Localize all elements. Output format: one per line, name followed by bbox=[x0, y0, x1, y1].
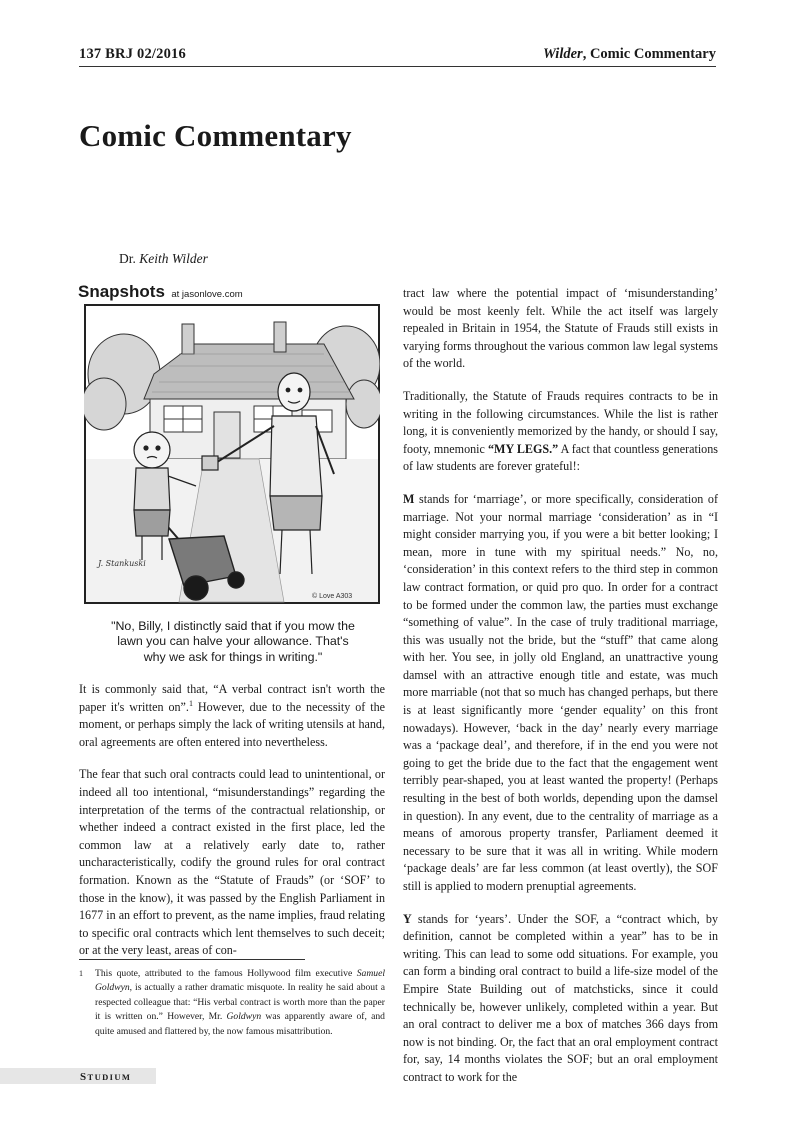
comic-copyright: © Love A303 bbox=[312, 593, 353, 600]
article-title: Comic Commentary bbox=[79, 118, 352, 153]
caption-line-2: lawn you can halve your allowance. That's bbox=[117, 634, 349, 649]
caption-line-1: "No, Billy, I distinctly said that if you mow the bbox=[111, 619, 355, 633]
footnote-name-goldwyn: Samuel Goldwyn bbox=[95, 968, 385, 994]
footer-bar bbox=[0, 1068, 156, 1084]
footnote-rule bbox=[79, 959, 305, 960]
footnote-ref[interactable]: 1 bbox=[188, 698, 193, 708]
author-line bbox=[119, 251, 208, 267]
paragraph-marriage bbox=[403, 491, 718, 896]
footnote-name-goldwyn-short: Goldwyn bbox=[226, 1011, 262, 1023]
author-name: Keith Wilder bbox=[139, 251, 208, 266]
footer-label: STUDIUM bbox=[80, 1071, 132, 1083]
comic-caption bbox=[78, 619, 388, 665]
traditionally-text: Traditionally, the Statute of Frauds requires contracts to be in writing in the following circumstances. While the list is rather long, it is conveniently memorized by the handy, or should I say, footy, mnemonic bbox=[403, 388, 718, 456]
comic-brand: Snapshots bbox=[78, 282, 165, 301]
comic-site: at jasonlove.com bbox=[171, 289, 243, 300]
mnemonic: “MY LEGS.” bbox=[487, 441, 559, 456]
marriage-text: stands for ‘marriage’, or more specifically, consideration of marriage. Not your normal marriage ‘consideration’ as in “I might consider marrying you, if you were a bit better looking; I mean, more in tune with my spiritual needs.” No, no, ‘consideration’ in this context refers to the third step in common law contract formation, or quid pro quo. In order for a contract to be formed under the common law, the parties must exchange “something of value”. In the case of truly traditional marriage, this was usually not the bride, but the “stuff” that came along with her. You see, in jolly old England, an unattractive young damsel with an attractive enough title and estate, was much more marriable (not that so much has changed perhaps, but there is at least significantly more ‘gender equality’ on this front nowadays). However, ‘back in the day’ nearly every marriage was a ‘package deal’, and therefore, if in the end you were not going to get the bride due to the fact that the engagement went terribly pear-shaped, you at least wanted the property! (Perhaps resulting in the best of both worlds, depending upon the damsel in question). In any event, due to the centrality of marriage as a means of amorous property transfer, Parliament deemed it necessary to be sure that it was all in writing. While modern ‘package deals’ are far less common (at least overtly), the SOF still is applied to modern prenuptial agreements. bbox=[403, 491, 718, 893]
left-column bbox=[79, 681, 385, 975]
paragraph-continued: tract law where the potential impact of ‘misunderstanding’ would be most keenly felt. While the act itself was largely repealed in Britain in 1954, the Statute of Frauds still exists in varying forms throughout the various common law legal systems of the world. bbox=[403, 286, 718, 371]
author-prefix: Dr. bbox=[119, 251, 140, 266]
paragraph-fear: The fear that such oral contracts could lead to unintentional, or indeed all too intentional, “misunderstandings” regarding the interpretation of the terms of the contractual relationship, or whether indeed a contract existed in the first place, led the common law at a relatively early date to, rather uncharacteristically, codify the ground rules for oral contract formation. Known as the “Statute of Frauds” (or ‘SOF’ to those in the know), it was passed by the English Parliament in 1677 in an effort to prevent, as the name implies, fraud relating to specific oral contracts which lent themselves to such deceit; or at the very least, areas of con- bbox=[79, 767, 385, 958]
running-author: Wilder bbox=[542, 46, 583, 62]
footnote-number: 1 bbox=[79, 969, 83, 978]
running-article: , Comic Commentary bbox=[582, 46, 716, 62]
paragraph-traditionally bbox=[403, 388, 718, 476]
journal-issue: 137 BRJ 02/2016 bbox=[79, 46, 186, 62]
comic-signature: J. Stankuski bbox=[98, 559, 146, 568]
paragraph-intro bbox=[79, 681, 385, 751]
running-head bbox=[79, 44, 716, 67]
paragraph-years bbox=[403, 911, 718, 1087]
years-text: stands for ‘years’. Under the SOF, a “contract which, by definition, cannot be completed within a year” has to be in writing. This can lead to some odd situations. For example, you can form a binding oral contract to build a life-size model of the Empire State Building out of matchsticks, since it could technically be, however unlikely, completed within a year. But an oral contract to deliver me a box of matches 366 days from now is not binding. Or, the fact that an oral employment contract for, say, 14 months violates the SOF; but an oral employment contract to work for the bbox=[403, 911, 718, 1084]
traditionally-rest: A fact that countless generations of law students are forever grateful!: bbox=[403, 441, 718, 474]
intro-text: It is commonly said that, “A verbal contract isn't worth the paper it's written on”. bbox=[79, 682, 385, 714]
caption-line-3: why we ask for things in writing." bbox=[143, 649, 323, 664]
comic-figure bbox=[78, 282, 388, 662]
running-title bbox=[543, 46, 716, 63]
footnote bbox=[79, 967, 385, 1039]
comic-illustration bbox=[84, 304, 380, 604]
right-column bbox=[403, 285, 718, 1102]
letter-m: M bbox=[403, 491, 415, 506]
comic-header bbox=[78, 282, 243, 302]
intro-text-rest: However, due to the necessity of the moment, or perhaps simply the lack of writing utensils at hand, oral agreements are often entered into nevertheless. bbox=[79, 699, 385, 749]
letter-y: Y bbox=[403, 911, 412, 926]
footnote-text: This quote, attributed to the famous Hollywood film executive Samuel Goldwyn, is actually a rather dramatic misquote. In reality he said about a respected colleague that: “His verbal contract is worth more than the paper it is written on.” However, Mr. Goldwyn was apparently aware of, and quite amused and flattered by, the now famous misattribution. bbox=[95, 968, 385, 1037]
